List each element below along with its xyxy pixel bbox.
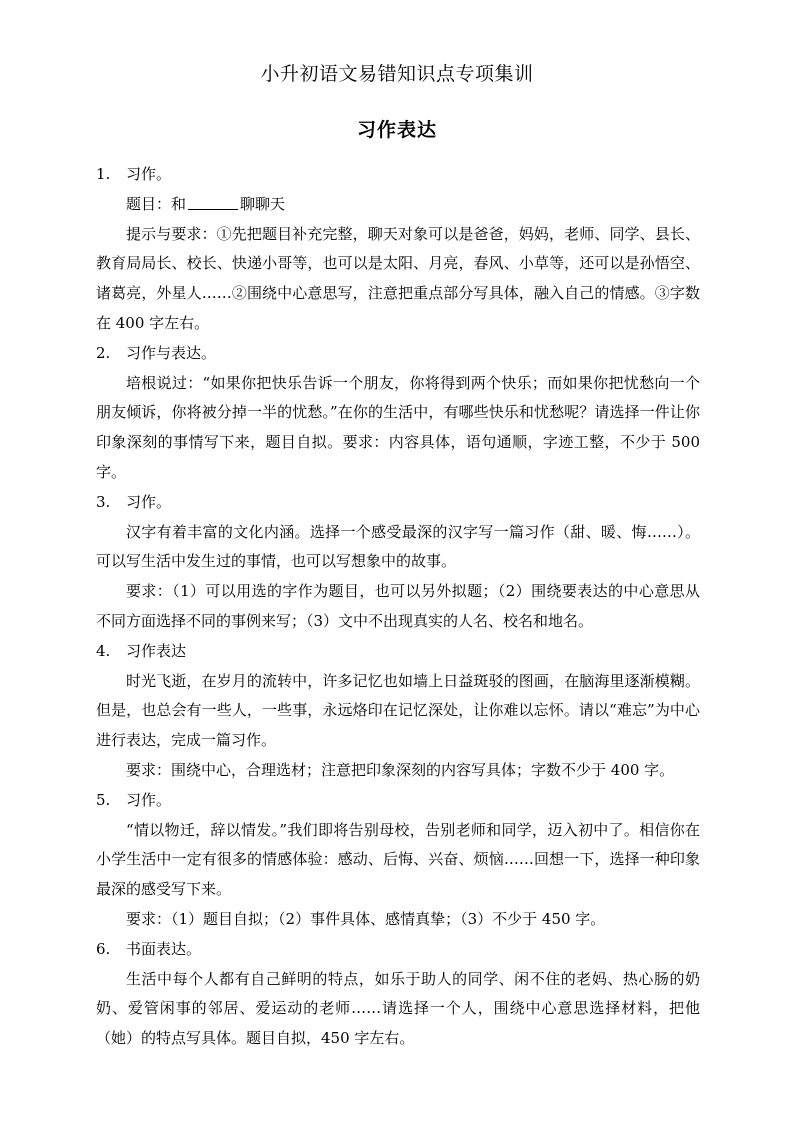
question-number: 3. bbox=[96, 492, 111, 511]
question-title: 习作与表达。 bbox=[126, 343, 217, 362]
question-1 bbox=[96, 160, 700, 339]
question-paragraph: 时光飞逝，在岁月的流转中，许多记忆也如墙上日益斑驳的图画，在脑海里逐渐模糊。但是，也总会有一些人，一些事，永远烙印在记忆深处，让你难以忘怀。请以“难忘”为中心进行表达，完成一篇习作。 bbox=[96, 671, 700, 750]
question-number: 1. bbox=[96, 165, 111, 183]
question-3 bbox=[96, 488, 700, 637]
topic-blank bbox=[188, 193, 238, 210]
question-number: 2. bbox=[96, 343, 111, 362]
question-heading bbox=[96, 488, 700, 518]
question-requirements: 要求：（1）题目自拟；（2）事件具体、感情真挚；（3）不少于 450 字。 bbox=[126, 909, 606, 928]
question-paragraph: 提示与要求：①先把题目补充完整，聊天对象可以是爸爸，妈妈，老师、同学、县长、教育局局长、校长、快递小哥等，也可以是太阳、月亮，春风、小草等，还可以是孙悟空、诸葛亮，外星人……②围绕中心意思写，注意把重点部分写具体，融入自己的情感。③字数在 400 字左右。 bbox=[96, 224, 700, 332]
question-paragraph: 培根说过：“如果你把快乐告诉一个朋友，你将得到两个快乐；而如果你把忧愁向一个朋友倾诉，你将被分掉一半的忧愁。”在你的生活中，有哪些快乐和忧愁呢？请选择一件让你印象深刻的事情写下来，题目自拟。要求：内容具体，语句通顺，字迹工整，不少于 500 字。 bbox=[96, 373, 700, 481]
question-5 bbox=[96, 786, 700, 935]
question-paragraph: “情以物迁，辞以情发。”我们即将告别母校，告别老师和同学，迈入初中了。相信你在小学生活中一定有很多的情感体验：感动、后悔、兴奋、烦恼……回想一下，选择一种印象最深的感受写下来。 bbox=[96, 820, 700, 899]
question-title: 书面表达。 bbox=[126, 939, 202, 958]
question-heading bbox=[96, 935, 700, 965]
question-paragraph: 生活中每个人都有自己鲜明的特点，如乐于助人的同学、闲不住的老妈、热心肠的奶奶、爱管闲事的邻居、爱运动的老师……请选择一个人，围绕中心意思选择材料，把他（她）的特点写具体。题目自拟，450 字左右。 bbox=[96, 969, 700, 1048]
question-number: 6. bbox=[96, 939, 111, 958]
question-heading bbox=[96, 339, 700, 369]
topic-suffix: 聊聊天 bbox=[240, 194, 286, 213]
question-requirements: 要求：围绕中心，合理选材；注意把印象深刻的内容写具体；字数不少于 400 字。 bbox=[126, 760, 675, 779]
question-heading bbox=[96, 637, 700, 667]
question-list bbox=[96, 160, 700, 1054]
question-paragraph: 汉字有着丰富的文化内涵。选择一个感受最深的汉字写一篇习作（甜、暖、悔……）。可以写生活中发生过的事情，也可以写想象中的故事。 bbox=[96, 522, 700, 571]
question-title: 习作。 bbox=[126, 165, 172, 183]
question-4 bbox=[96, 637, 700, 786]
question-number: 4. bbox=[96, 641, 111, 660]
question-topic bbox=[96, 190, 700, 220]
question-2 bbox=[96, 339, 700, 488]
document-title: 小升初语文易错知识点专项集训 bbox=[260, 63, 534, 85]
topic-prefix: 题目：和 bbox=[126, 194, 187, 213]
question-number: 5. bbox=[96, 790, 111, 809]
question-heading bbox=[96, 160, 700, 190]
section-title: 习作表达 bbox=[356, 119, 437, 141]
question-requirements: 要求：（1）可以用选的字作为题目，也可以另外拟题；（2）围绕要表达的中心意思从不同方面选择不同的事例来写；（3）文中不出现真实的人名、校名和地名。 bbox=[96, 582, 700, 630]
question-title: 习作。 bbox=[126, 790, 172, 809]
question-heading bbox=[96, 786, 700, 816]
question-6 bbox=[96, 935, 700, 1054]
question-title: 习作。 bbox=[126, 492, 172, 511]
question-title: 习作表达 bbox=[126, 641, 187, 660]
